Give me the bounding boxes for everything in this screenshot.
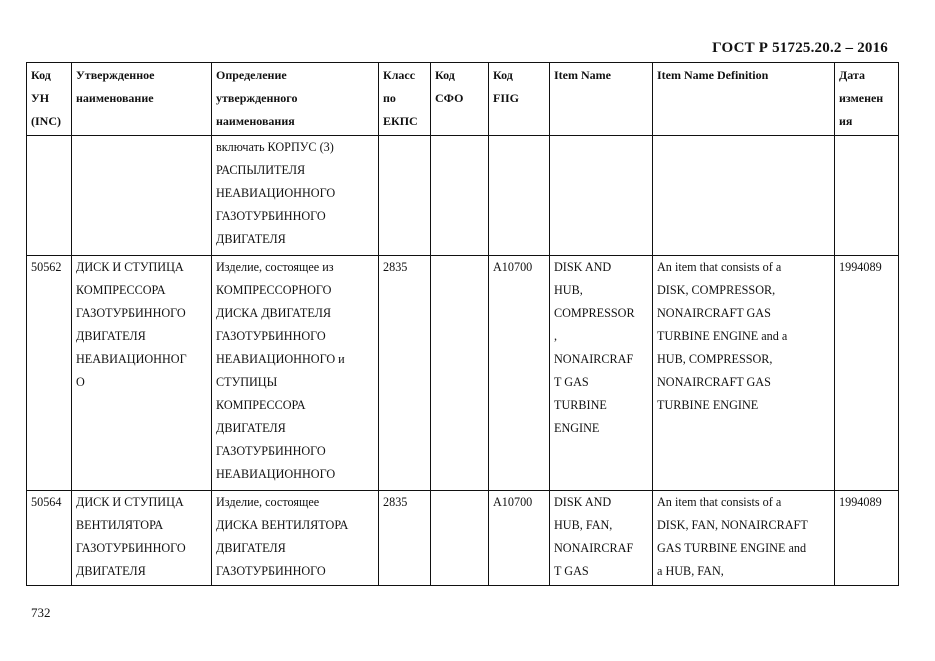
cell-line: О <box>76 375 85 389</box>
cell-line: ДВИГАТЕЛЯ <box>76 329 146 343</box>
cell-line: , <box>554 329 558 343</box>
cell-inc <box>27 491 72 586</box>
cell-change-date <box>835 136 899 256</box>
header-line: Дата <box>839 68 865 82</box>
cell-line: ГАЗОТУРБИННОГО <box>76 541 186 555</box>
cell-line: ДИСКА ВЕНТИЛЯТОРА <box>216 518 349 532</box>
cell-definition <box>212 256 379 491</box>
header-line: Определение <box>216 68 287 82</box>
cell-sfo-code <box>431 491 489 586</box>
page-number: 732 <box>31 605 51 620</box>
header-line: Класс <box>383 68 416 82</box>
cell-line: Изделие, состоящее из <box>216 260 334 274</box>
cell-item-name <box>550 136 653 256</box>
header-line: наименование <box>76 91 154 105</box>
cell-approved-name <box>72 491 212 586</box>
header-fiig-code <box>489 63 550 136</box>
cell-line: ДВИГАТЕЛЯ <box>76 564 146 578</box>
cell-line: ДВИГАТЕЛЯ <box>216 421 286 435</box>
table-row <box>27 491 899 586</box>
cell-item-name-definition <box>653 491 835 586</box>
cell-line: NONAIRCRAFT GAS <box>657 306 771 320</box>
cell-change-date <box>835 256 899 491</box>
cell-line: ГАЗОТУРБИННОГО <box>216 444 326 458</box>
cell-line: ДИСК И СТУПИЦА <box>76 495 184 509</box>
cell-line: ENGINE <box>554 421 600 435</box>
cell-line: DISK AND <box>554 260 612 274</box>
header-change-date <box>835 63 899 136</box>
cell-line: T GAS <box>554 564 589 578</box>
cell-line: 2835 <box>383 495 408 509</box>
cell-line: ГАЗОТУРБИННОГО <box>216 564 326 578</box>
cell-line: NONAIRCRAF <box>554 541 634 555</box>
header-line: Утвержденное <box>76 68 155 82</box>
header-line: наименования <box>216 114 295 128</box>
header-line: ЕКПС <box>383 114 418 128</box>
header-line: по <box>383 91 396 105</box>
cell-line: ВЕНТИЛЯТОРА <box>76 518 164 532</box>
cell-line: DISK AND <box>554 495 612 509</box>
cell-line: A10700 <box>493 260 533 274</box>
cell-sfo-code <box>431 136 489 256</box>
cell-fiig-code <box>489 256 550 491</box>
header-approved-name <box>72 63 212 136</box>
cell-line: An item that consists of a <box>657 260 782 274</box>
cell-line: ДВИГАТЕЛЯ <box>216 232 286 246</box>
header-line: FIIG <box>493 91 520 105</box>
table-header-row <box>27 63 899 136</box>
header-line: УН <box>31 91 50 105</box>
cell-item-name-definition <box>653 256 835 491</box>
header-inc <box>27 63 72 136</box>
cell-line: TURBINE <box>554 398 607 412</box>
cell-fiig-code <box>489 136 550 256</box>
header-item-name <box>550 63 653 136</box>
table-row <box>27 256 899 491</box>
cell-line: NONAIRCRAFT GAS <box>657 375 771 389</box>
header-line: изменен <box>839 91 884 105</box>
cell-approved-name <box>72 256 212 491</box>
cell-line: 1994089 <box>839 495 882 509</box>
cell-line: РАСПЫЛИТЕЛЯ <box>216 163 306 177</box>
header-line: ия <box>839 114 853 128</box>
cell-ekps-class <box>379 491 431 586</box>
classification-table <box>26 62 899 586</box>
cell-line: КОМПРЕССОРА <box>76 283 166 297</box>
cell-line: КОМПРЕССОРА <box>216 398 306 412</box>
cell-line: NONAIRCRAF <box>554 352 634 366</box>
cell-line: НЕАВИАЦИОННОГО <box>216 186 336 200</box>
cell-line: КОМПРЕССОРНОГО <box>216 283 332 297</box>
header-line: Item Name <box>554 68 611 82</box>
cell-line: COMPRESSOR <box>554 306 635 320</box>
cell-fiig-code <box>489 491 550 586</box>
header-sfo-code <box>431 63 489 136</box>
cell-line: GAS TURBINE ENGINE and <box>657 541 807 555</box>
cell-definition <box>212 491 379 586</box>
cell-inc <box>27 256 72 491</box>
cell-line: 50564 <box>31 495 62 509</box>
header-line: Код <box>493 68 513 82</box>
cell-line: 1994089 <box>839 260 882 274</box>
header-ekps-class <box>379 63 431 136</box>
cell-line: a HUB, FAN, <box>657 564 724 578</box>
cell-line: ДВИГАТЕЛЯ <box>216 541 286 555</box>
standard-title: ГОСТ Р 51725.20.2 – 2016 <box>712 40 888 56</box>
cell-line: СТУПИЦЫ <box>216 375 278 389</box>
cell-line: T GAS <box>554 375 589 389</box>
cell-line: TURBINE ENGINE <box>657 398 759 412</box>
cell-line: 2835 <box>383 260 408 274</box>
header-item-name-definition <box>653 63 835 136</box>
header-definition <box>212 63 379 136</box>
header-line: (INC) <box>31 114 61 128</box>
cell-line: HUB, FAN, <box>554 518 613 532</box>
cell-line: DISK, COMPRESSOR, <box>657 283 776 297</box>
header-line: утвержденного <box>216 91 298 105</box>
cell-line: НЕАВИАЦИОННОГО <box>216 467 336 481</box>
cell-line: ГАЗОТУРБИННОГО <box>76 306 186 320</box>
cell-line: 50562 <box>31 260 62 274</box>
cell-line: A10700 <box>493 495 533 509</box>
table-row <box>27 136 899 256</box>
cell-definition <box>212 136 379 256</box>
cell-line: ДИСКА ДВИГАТЕЛЯ <box>216 306 332 320</box>
header-line: СФО <box>435 91 464 105</box>
cell-item-name <box>550 256 653 491</box>
cell-line: ГАЗОТУРБИННОГО <box>216 209 326 223</box>
cell-line: НЕАВИАЦИОННОГО и <box>216 352 345 366</box>
cell-line: Изделие, состоящее <box>216 495 320 509</box>
cell-line: HUB, COMPRESSOR, <box>657 352 773 366</box>
header-line: Item Name Definition <box>657 68 769 82</box>
cell-line: ГАЗОТУРБИННОГО <box>216 329 326 343</box>
cell-item-name-definition <box>653 136 835 256</box>
cell-line: HUB, <box>554 283 583 297</box>
cell-line: DISK, FAN, NONAIRCRAFT <box>657 518 808 532</box>
cell-inc <box>27 136 72 256</box>
cell-change-date <box>835 491 899 586</box>
cell-ekps-class <box>379 256 431 491</box>
cell-line: НЕАВИАЦИОННОГ <box>76 352 187 366</box>
cell-approved-name <box>72 136 212 256</box>
header-line: Код <box>31 68 51 82</box>
cell-line: включать КОРПУС (3) <box>216 140 334 154</box>
cell-line: TURBINE ENGINE and a <box>657 329 788 343</box>
cell-sfo-code <box>431 256 489 491</box>
header-line: Код <box>435 68 455 82</box>
cell-line: An item that consists of a <box>657 495 782 509</box>
cell-ekps-class <box>379 136 431 256</box>
cell-item-name <box>550 491 653 586</box>
cell-line: ДИСК И СТУПИЦА <box>76 260 184 274</box>
